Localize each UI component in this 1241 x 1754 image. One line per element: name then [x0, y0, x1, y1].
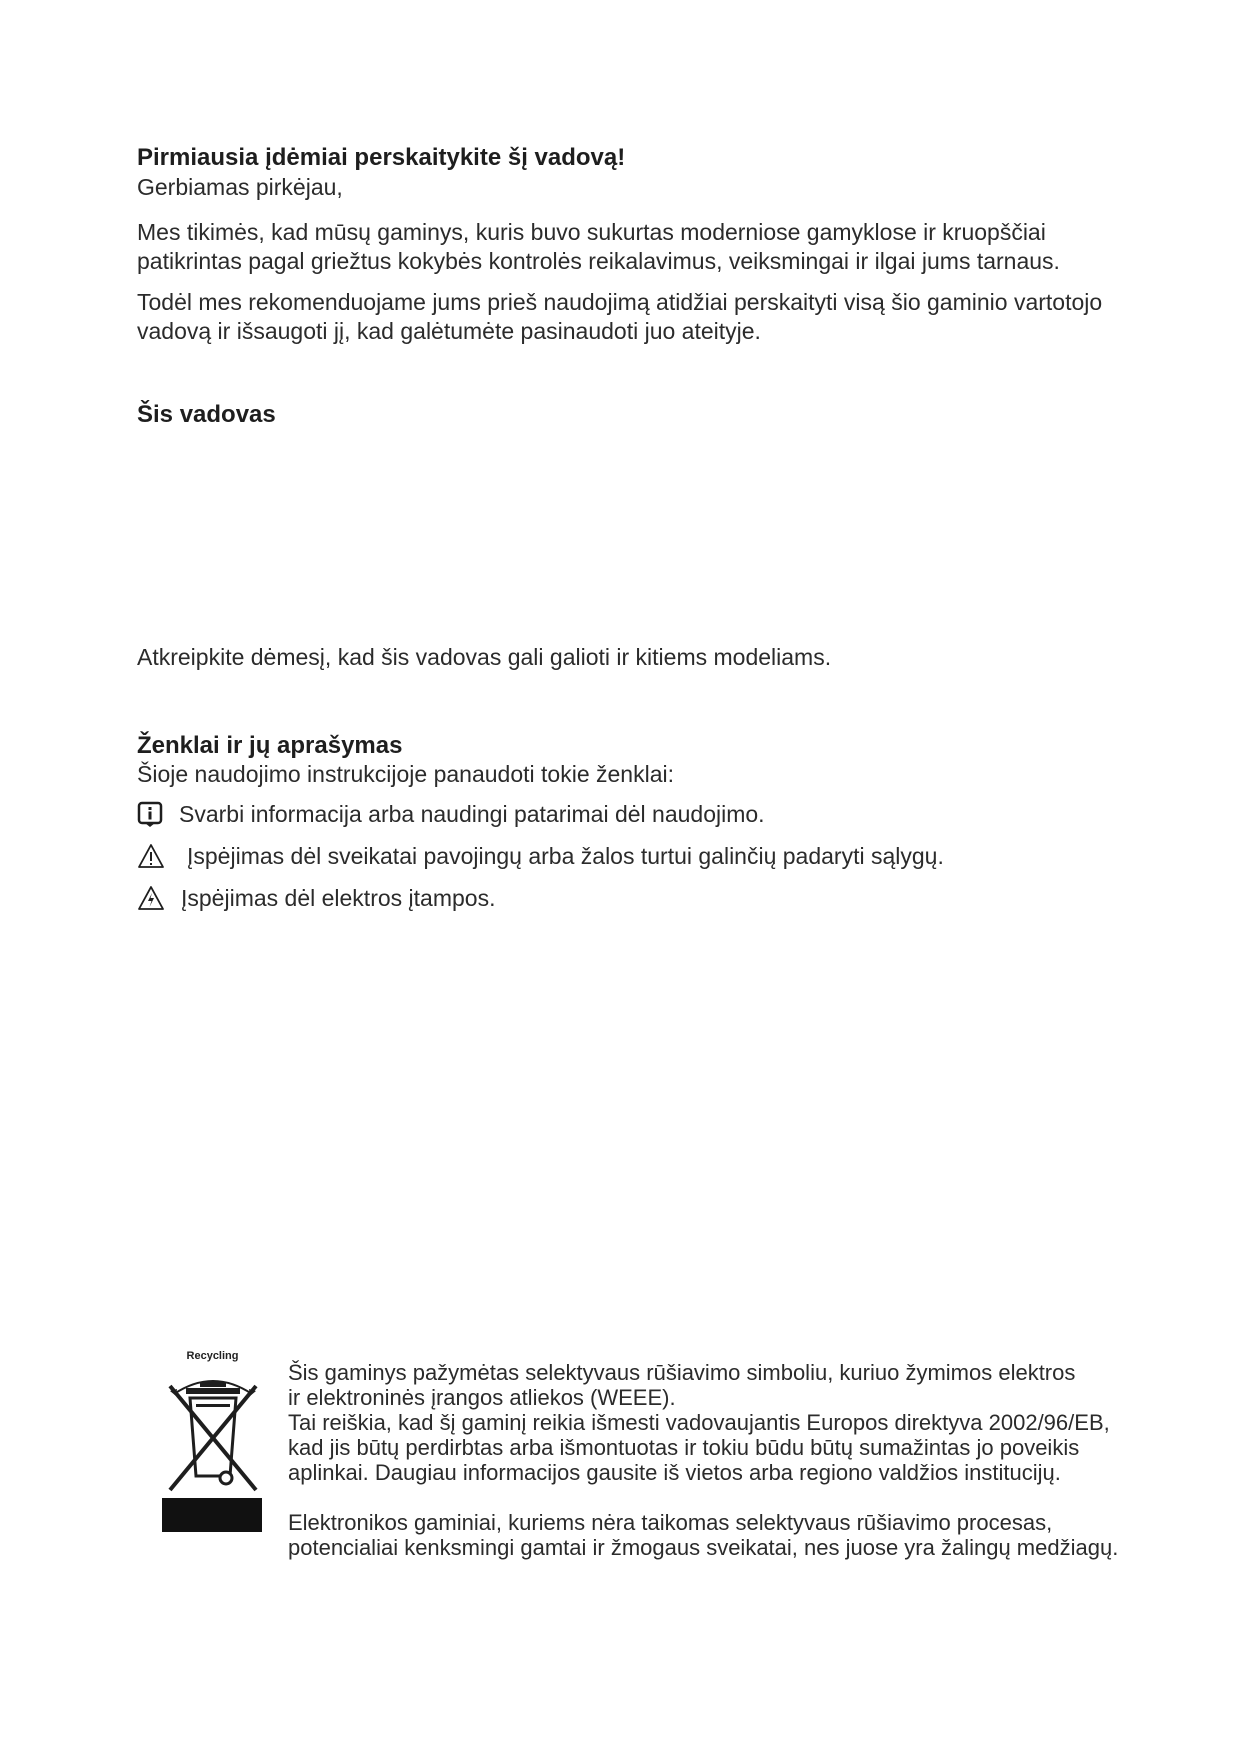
symbol-text-info: Svarbi informacija arba naudingi patarimai dėl naudojimo.: [179, 800, 765, 827]
symbol-row-info: [137, 797, 765, 831]
weee-line-7: potencialiai kenksmingi gamtai ir žmogaus sveikatai, nes juose yra žalingų medžiagų.: [288, 1535, 1119, 1560]
symbols-heading: Ženklai ir jų aprašymas: [137, 732, 403, 759]
warning-icon: [137, 843, 163, 869]
symbol-text-electric: Įspėjimas dėl elektros įtampos.: [181, 884, 496, 911]
weee-line-2: ir elektroninės įrangos atliekos (WEEE).: [288, 1385, 676, 1410]
weee-line-5: aplinkai. Daugiau informacijos gausite iš vietos arba regiono valdžios institucijų.: [288, 1460, 1061, 1485]
electric-warning-icon: [137, 885, 163, 911]
weee-line-4: kad jis būtų perdirbtas arba išmontuotas ir tokiu būdu būtų sumažintas jo poveikis: [288, 1435, 1080, 1460]
symbol-row-electric: [137, 881, 495, 915]
manual-heading: Šis vadovas: [137, 401, 276, 428]
weee-line-1: Šis gaminys pažymėtas selektyvaus rūšiavimo simboliu, kuriuo žymimos elektros: [288, 1360, 1076, 1385]
intro-paragraph-2: Todėl mes rekomenduojame jums prieš naudojimą atidžiai perskaityti visą šio gaminio vartotojo vadovą ir išsaugoti jį, kad galėtumėte pasinaudoti juo ateityje.: [137, 289, 1103, 344]
weee-line-6: Elektronikos gaminiai, kuriems nėra taikomas selektyvaus rūšiavimo procesas,: [288, 1510, 1053, 1535]
info-icon: [137, 801, 163, 827]
recycling-label: Recycling: [186, 1350, 239, 1362]
weee-line-3: Tai reiškia, kad šį gaminį reikia išmesti vadovaujantis Europos direktyva 2002/96/EB,: [288, 1410, 1110, 1435]
recycling-symbol: [160, 1350, 265, 1540]
symbol-text-warning: Įspėjimas dėl sveikatai pavojingų arba žalos turtui galinčių padaryti sąlygų.: [187, 842, 944, 869]
intro-paragraph-1: Mes tikimės, kad mūsų gaminys, kuris buvo sukurtas moderniose gamyklose ir kruopščiai patikrintas pagal griežtus kokybės kontrolės reikalavimus, veiksmingai ir ilgai jums tarnaus.: [137, 219, 1060, 274]
crossed-bin-icon: [164, 1364, 262, 1494]
symbols-intro: Šioje naudojimo instrukcijoje panaudoti tokie ženklai:: [137, 761, 674, 787]
intro-heading: Pirmiausia įdėmiai perskaitykite šį vadovą!: [137, 144, 626, 171]
black-bar: [162, 1498, 262, 1532]
manual-note: Atkreipkite dėmesį, kad šis vadovas gali galioti ir kitiems modeliams.: [137, 644, 832, 670]
symbol-row-warning: [137, 839, 944, 873]
intro-greeting: Gerbiamas pirkėjau,: [137, 174, 343, 200]
